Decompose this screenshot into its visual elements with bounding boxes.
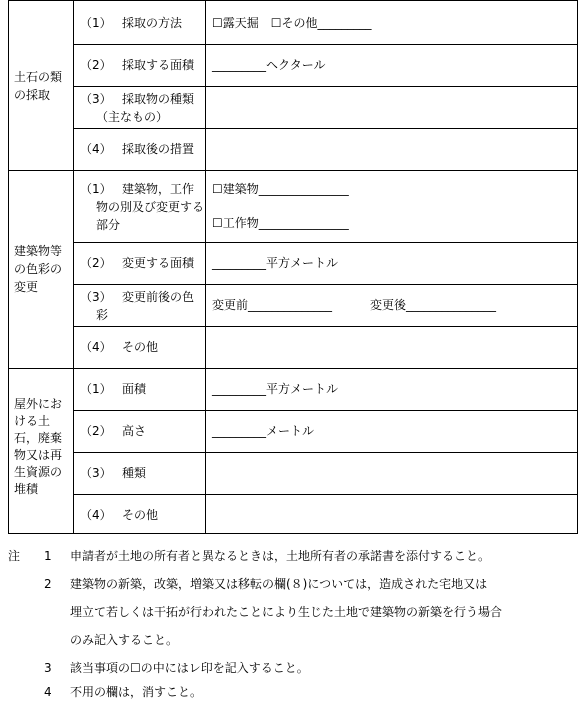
note-text-continued: 埋立て若しくは干拓が行われたことにより生じた土地で建築物の新築を行う場合 [70,605,503,619]
note-text-continued: のみ記入すること。 [70,633,179,647]
row-item: その他 [122,508,159,522]
section-label: 建築物等の色彩の変更 [14,244,63,294]
row-number: （1） [80,182,112,196]
table-divider-label [73,0,74,534]
row-item: 採取後の措置 [122,142,195,156]
row-divider [73,284,578,285]
row-value-secondary[interactable]: ☐工作物_______________ [212,216,349,230]
note-number: 2 [44,577,52,591]
table-divider-value [205,0,206,534]
row-divider [73,326,578,327]
note-number: 3 [44,661,52,675]
row-item: 採取物の種類（主なもの） [96,92,195,124]
row-number: （4） [80,340,112,354]
note-number: 1 [44,549,52,563]
row-divider [73,494,578,495]
row-number: （1） [80,382,112,396]
row-value[interactable]: _________平方メートル [212,256,339,270]
section-divider [8,170,578,171]
row-divider [73,242,578,243]
note-text: 建築物の新築，改築，増築又は移転の欄(８)については，造成された宅地又は [70,577,488,591]
row-divider [73,452,578,453]
row-divider [73,410,578,411]
table-border-bottom [8,533,578,534]
row-number: （4） [80,142,112,156]
row-item: 建築物，工作物の別及び変更する部分 [96,182,205,232]
row-divider [73,86,578,87]
section-label: 屋外における土石，廃棄物又は再生資源の堆積 [14,397,63,496]
row-item: その他 [122,340,159,354]
row-number: （2） [80,424,112,438]
row-number: （3） [80,290,112,304]
row-number: （3） [80,466,112,480]
section-divider [8,368,578,369]
section-label: 土石の類の採取 [14,70,63,102]
row-number: （4） [80,508,112,522]
row-item: 面積 [122,382,147,396]
row-item: 変更する面積 [122,256,195,270]
table-border-right [577,0,578,534]
row-value-secondary[interactable]: 変更後_______________ [370,298,497,312]
row-value[interactable]: 変更前______________ [212,298,333,312]
row-value[interactable]: ☐建築物_______________ [212,182,349,196]
row-item: 採取する面積 [122,58,195,72]
table-border-top [8,0,578,1]
row-item: 高さ [122,424,147,438]
row-value[interactable]: _________ヘクタール [212,58,326,72]
note-number: 4 [44,685,52,699]
notes-prefix: 注 [8,549,21,563]
row-divider [73,128,578,129]
row-value[interactable]: ☐露天掘 ☐その他_________ [212,16,372,30]
note-text: 不用の欄は，消すこと。 [70,685,203,699]
row-divider [73,44,578,45]
note-text: 該当事項の☐の中にはレ印を記入すること。 [70,661,309,675]
row-number: （2） [80,58,112,72]
row-item: 変更前後の色彩 [96,290,195,322]
row-item: 種類 [122,466,147,480]
table-border-left [8,0,9,534]
row-value[interactable]: _________平方メートル [212,382,339,396]
row-item: 採取の方法 [122,16,183,30]
row-value[interactable]: _________メートル [212,424,315,438]
row-number: （2） [80,256,112,270]
note-text: 申請者が土地の所有者と異なるときは，土地所有者の承諾書を添付すること。 [70,549,491,563]
row-number: （1） [80,16,112,30]
row-number: （3） [80,92,112,106]
